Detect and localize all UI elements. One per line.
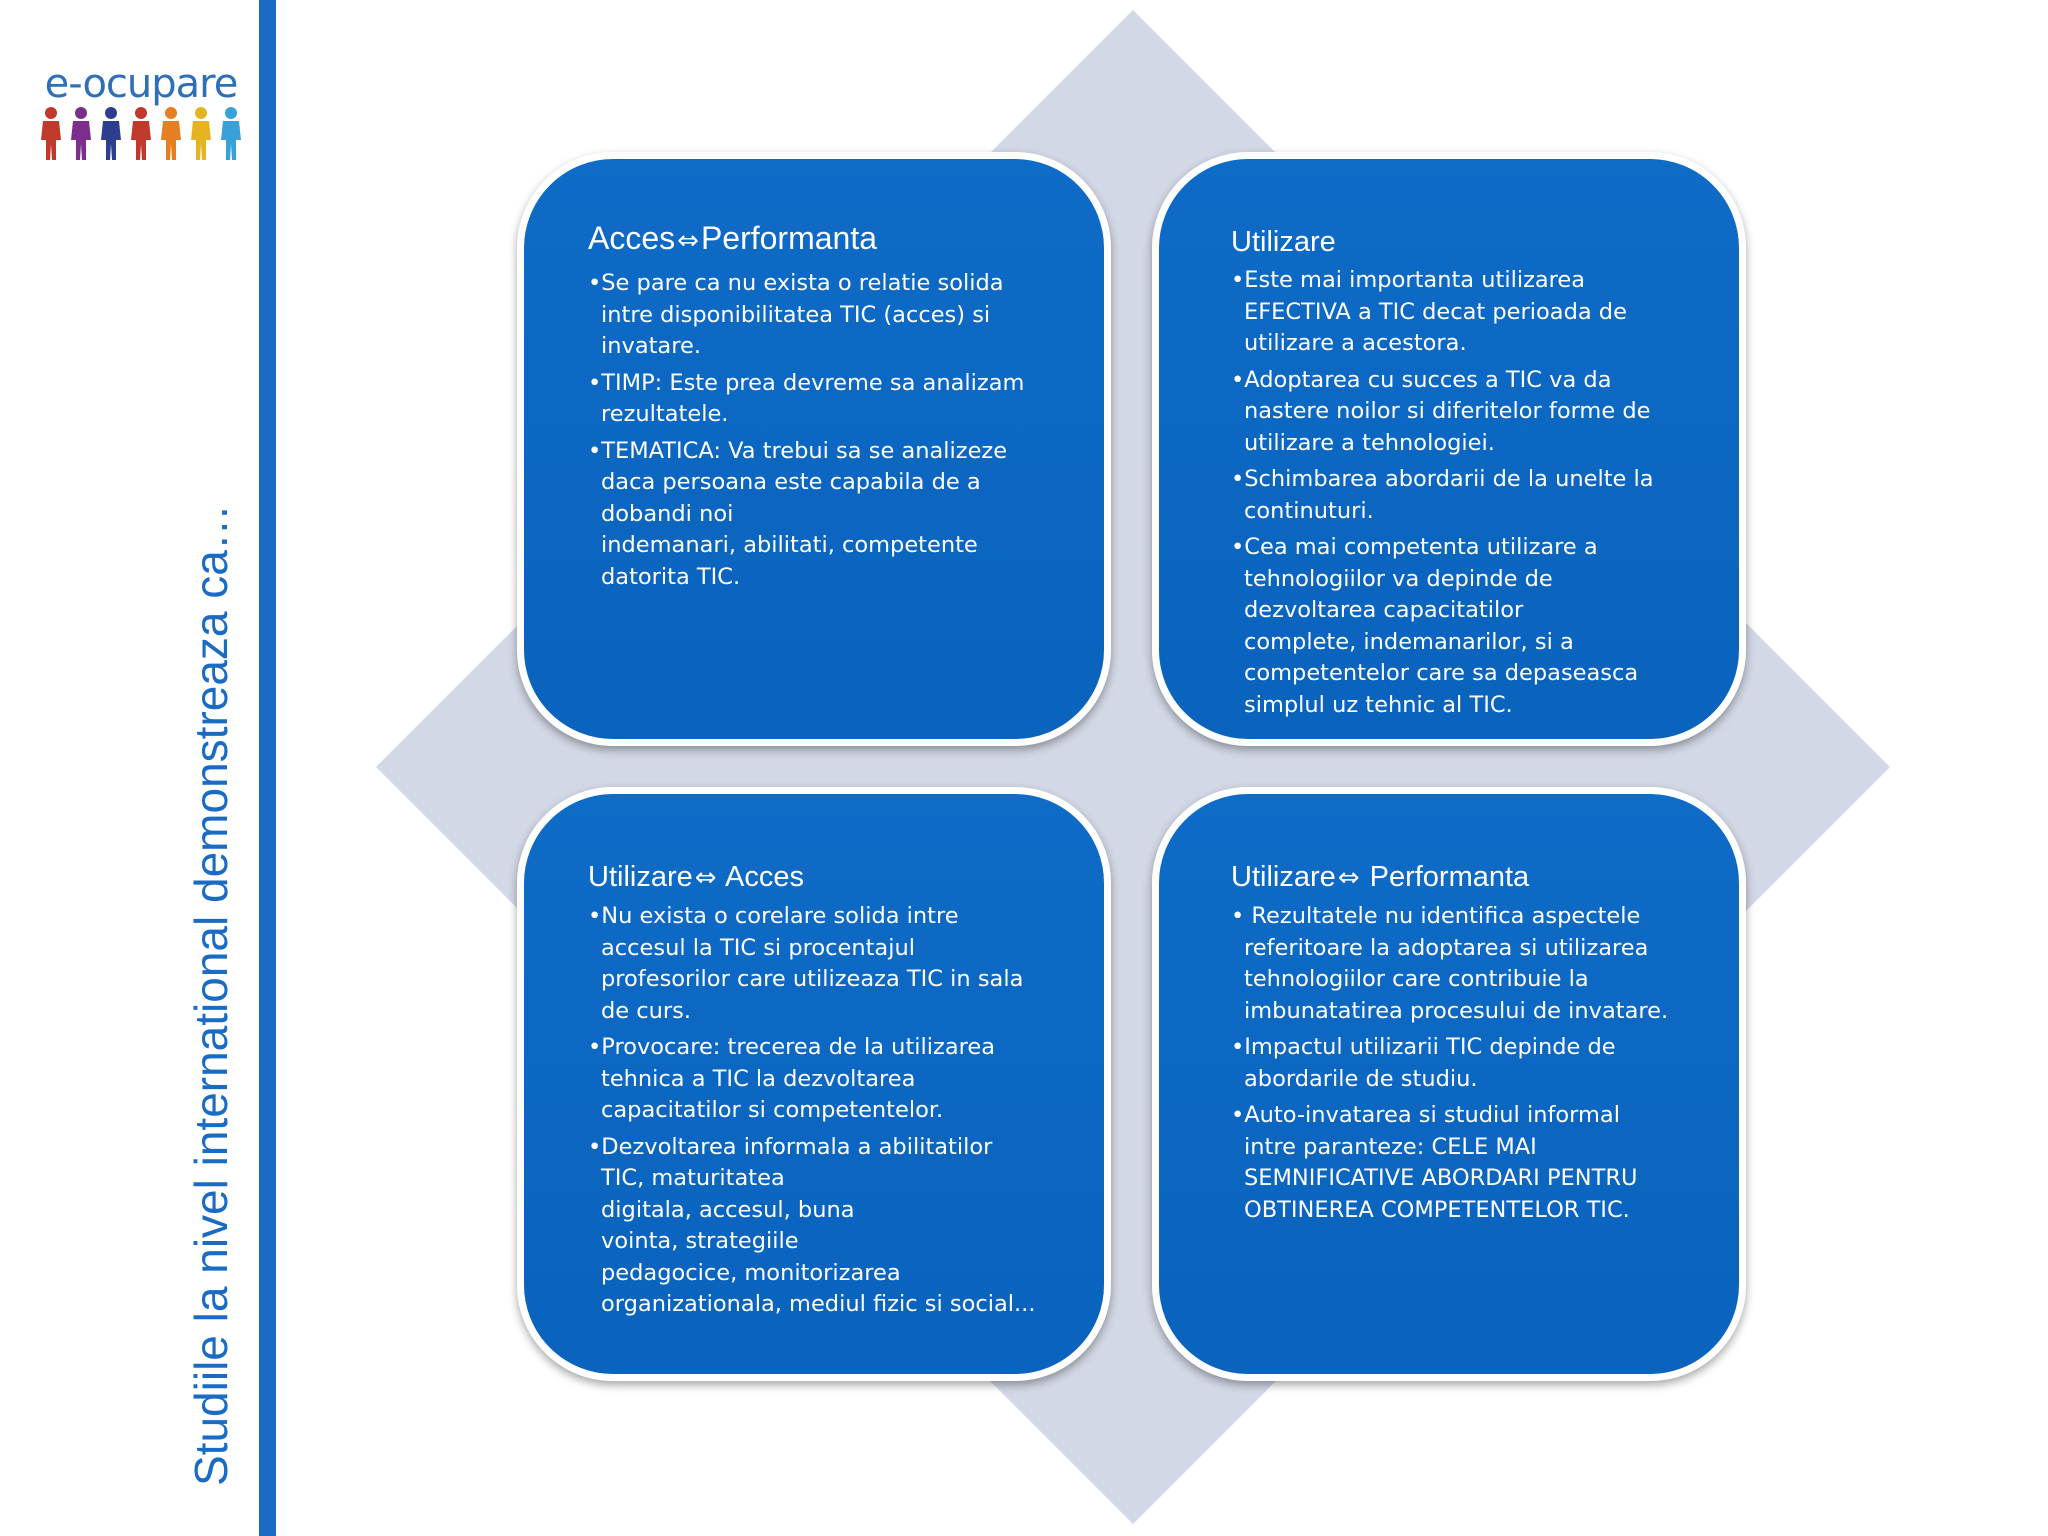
bullet-list [1231,901,1699,1226]
logo-text: e-ocupare [44,61,238,107]
quadrant-usage [1152,152,1746,746]
bullet-item: •TEMATICA: Va trebui sa se analizeze daca persoana este capabila de a dobandi noi indemanari, abilitati, competente datorita TIC. [588,437,1008,590]
quadrant-access-performance [517,152,1111,746]
double-arrow-icon: ⇔ [694,863,717,893]
bullet-item: •Dezvoltarea informala a abilitatilor TIC, maturitatea digitala, accesul, buna vointa, strategiile pedagocice, monitorizarea organizationala, mediul fizic si social... [588,1133,1036,1317]
bullet-item: •Adoptarea cu succes a TIC va da nastere noilor si diferitelor forme de utilizare a tehnologiei. [1231,366,1651,456]
quadrant-usage-access [517,787,1111,1381]
bullet-item: •TIMP: Este prea devreme sa analizam rezultatele. [588,369,1025,427]
bullet-item: •Nu exista o corelare solida intre accesul la TIC si procentajul profesorilor care utilizeaza TIC in sala de curs. [588,903,1024,1024]
bullet-item: •Auto-invatarea si studiul informal intre paranteze: CELE MAI SEMNIFICATIVE ABORDARI PENTRU OBTINEREA COMPETENTELOR TIC. [1231,1102,1638,1223]
bullet-item: •Este mai importanta utilizarea EFECTIVA a TIC decat perioada de utilizare a acestora. [1231,267,1627,356]
quadrant-title: Acces⇔Performanta [588,220,878,256]
slide-title: Studiile la nivel international demonstreaza ca… [185,504,237,1486]
bullet-item: •Se pare ca nu exista o relatie solida intre disponibilitatea TIC (acces) si invatare. [588,270,1004,359]
double-arrow-icon: ⇔ [677,226,699,256]
bullet-item: •Schimbarea abordarii de la unelte la continuturi. [1231,466,1654,524]
quadrant-title: Utilizare⇔ Performanta [1231,861,1530,893]
bullet-list [1231,265,1699,721]
bullet-list [588,901,1064,1321]
bullet-item: •Cea mai competenta utilizare a tehnologiilor va depinde de dezvoltarea capacitatilor complete, indemanarilor, si a competentelor care sa depaseasca simplul uz tehnic al TIC. [1231,534,1639,718]
double-arrow-icon: ⇔ [1337,863,1360,893]
bullet-list [588,268,1064,593]
quadrant-title: Utilizare⇔ Acces [588,861,804,893]
quadrant-usage-performance [1152,787,1746,1381]
bullet-item: •Provocare: trecerea de la utilizarea tehnica a TIC la dezvoltarea capacitatilor si competentelor. [588,1034,995,1123]
bullet-item: •Impactul utilizarii TIC depinde de abordarile de studiu. [1231,1034,1616,1092]
quadrant-title: Utilizare [1231,226,1336,258]
bullet-item: • Rezultatele nu identifica aspectele referitoare la adoptarea si utilizarea tehnologiilor care contribuie la imbunatatirea procesului de invatare. [1231,903,1669,1024]
